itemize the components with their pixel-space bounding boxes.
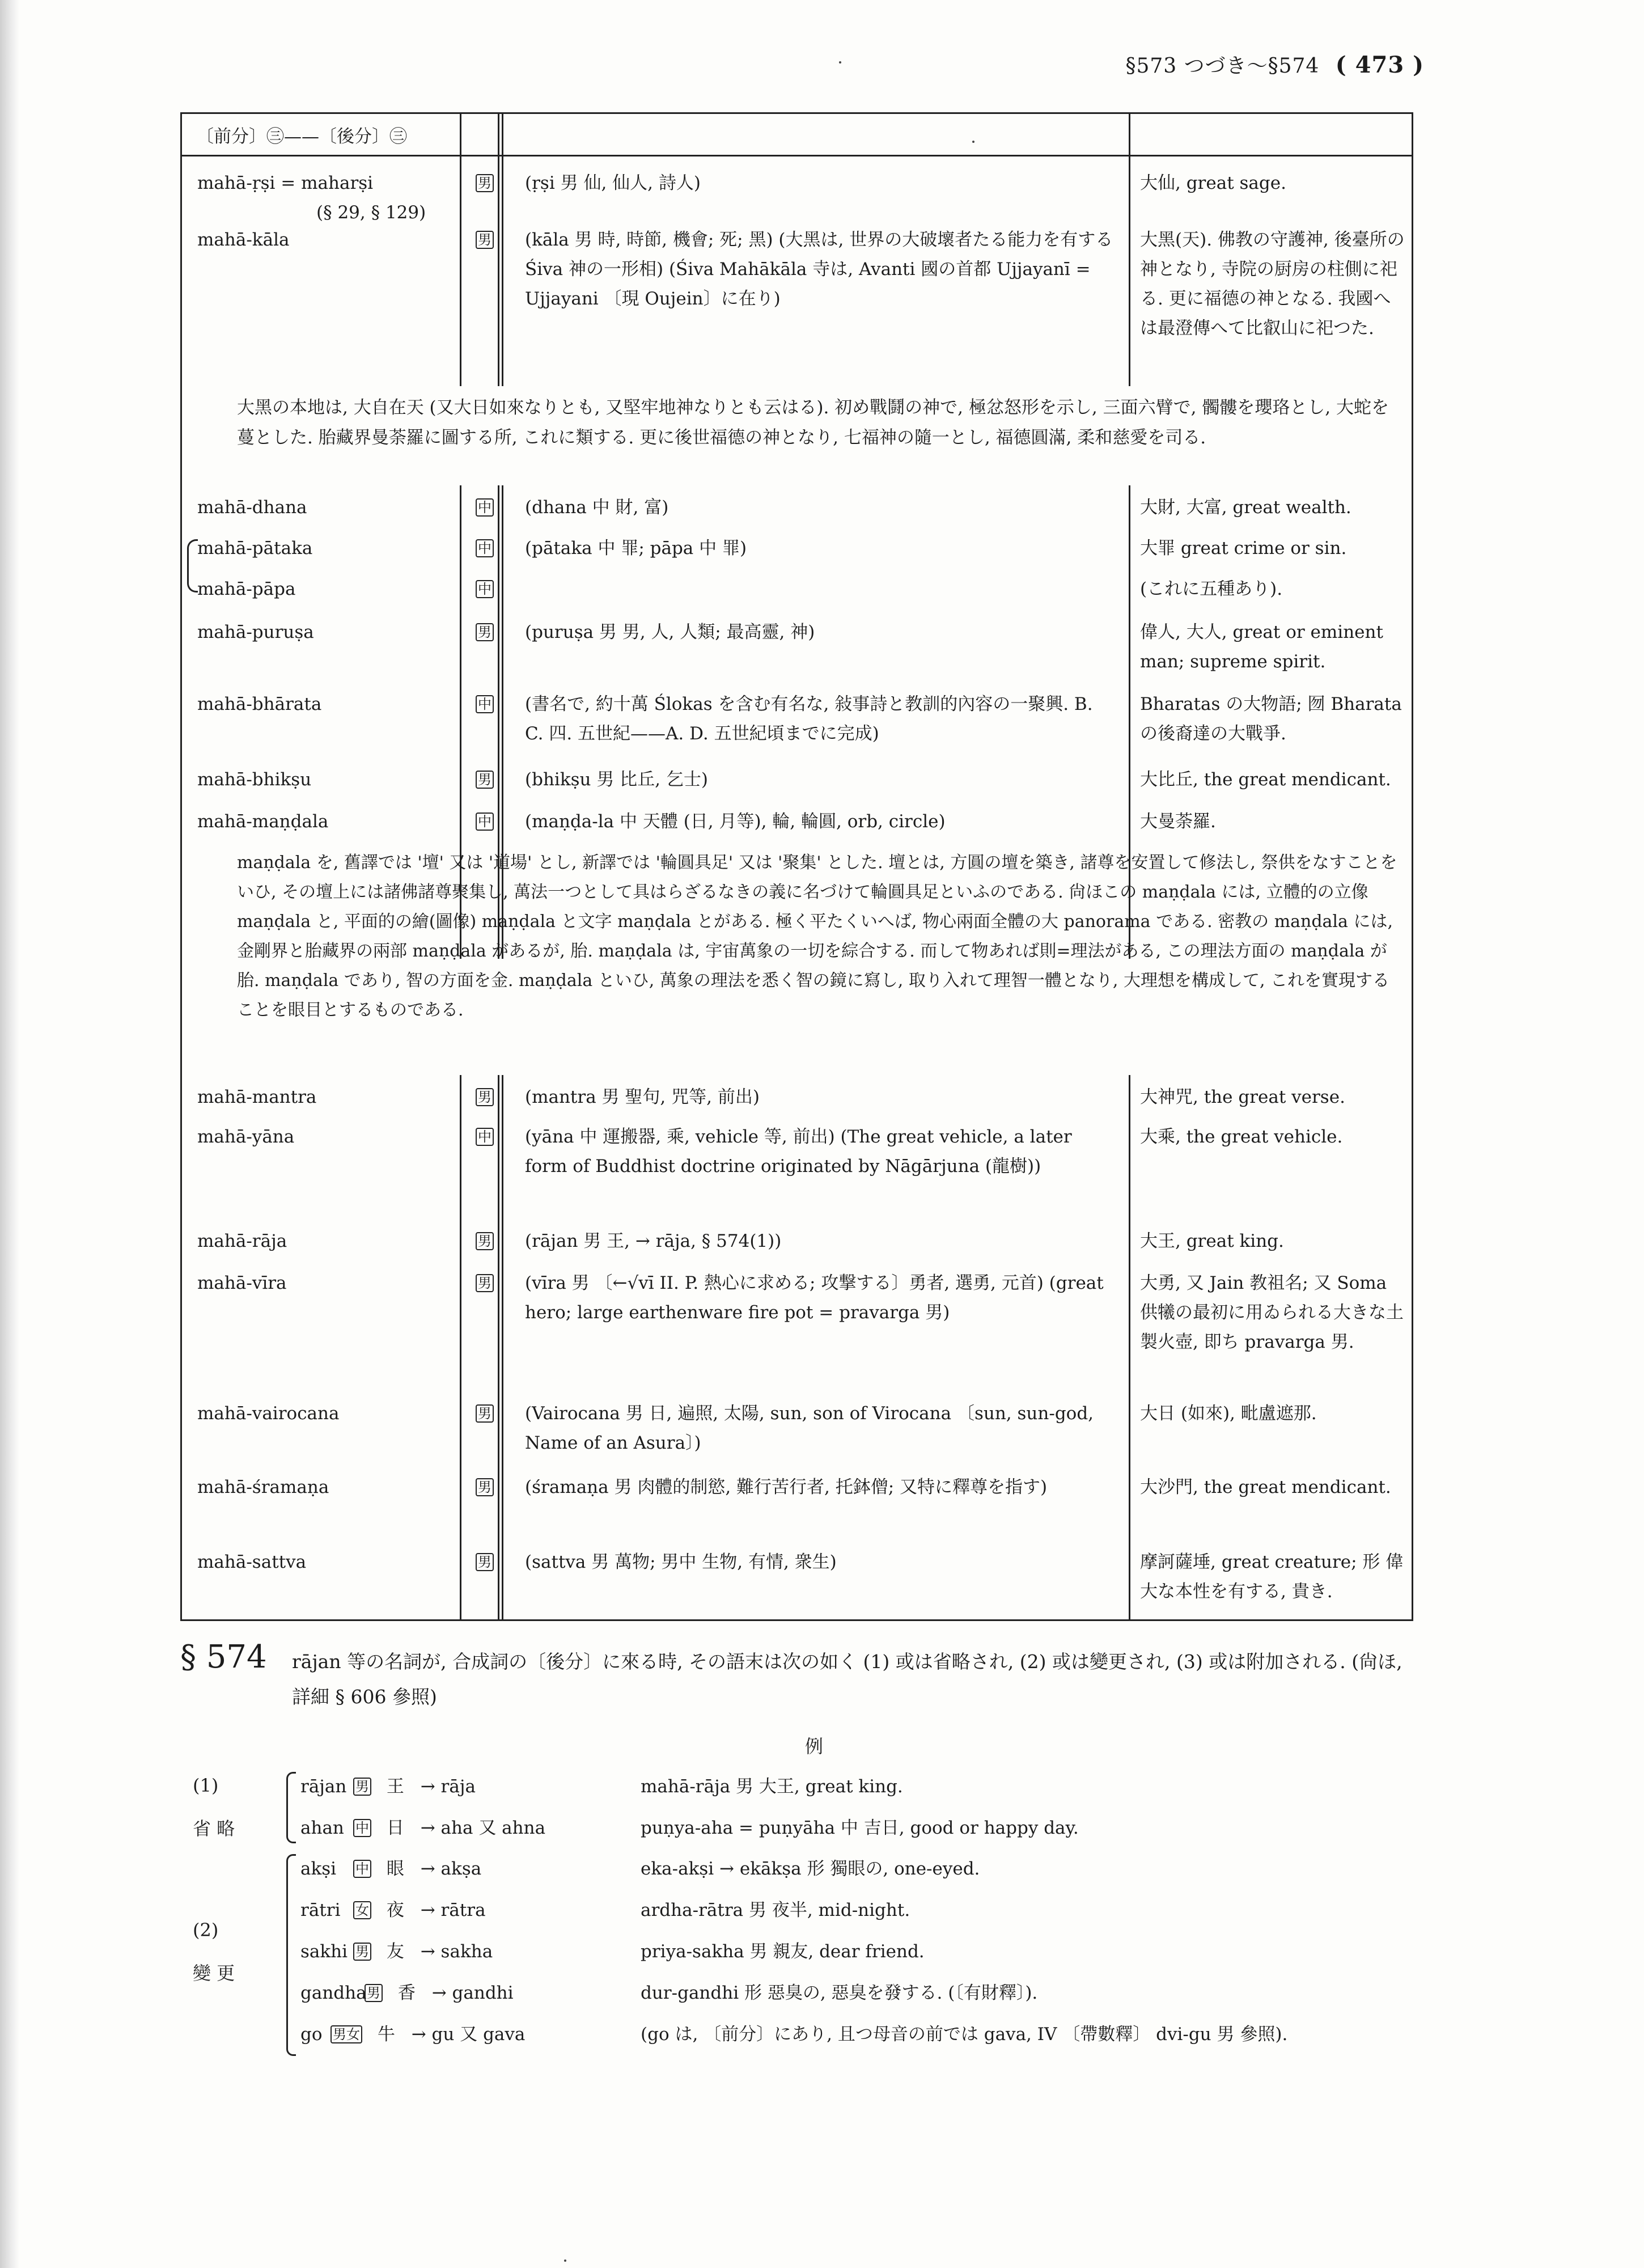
rule [460,1075,461,1619]
rule-row: sakhi 男 友 → sakha [300,1941,493,1962]
section-text: rājan 等の名詞が, 合成詞の〔後分〕に來る時, その語末は次の如く (1) 或は省略され, (2) 或は變更され, (3) 或は附加される. (尙ほ, 詳細 § 606 參照) [292,1651,1403,1708]
rule [180,114,182,485]
rule [498,1075,499,1619]
entry-meaning: 大黑(天). 佛教の守護神, 後臺所の神となり, 寺院の厨房の柱側に祀る. 更に福德の神となる. 我國へは最澄傳へて比叡山に祀つた. [1140,230,1405,338]
group-bracket [286,1854,296,2056]
entry-term: mahā-mantra [197,1087,317,1107]
entry-term: mahā-ṛṣi = maharṣi (§ 29, § 129) [197,173,426,223]
entry-meaning: 大曼荼羅. [1140,811,1216,832]
example-row: dur-gandhi 形 惡臭の, 惡臭を發する. (〔有財釋〕). [641,1983,1038,2003]
entry-etymology: (bhikṣu 男 比丘, 乞士) [525,769,708,790]
entry-term: mahā-pātaka [197,538,313,558]
rule-row: akṣi 中 眼 → akṣa [300,1859,482,1879]
gender-mark: 男 [476,1404,494,1423]
entry-term: mahā-sattva [197,1552,307,1572]
gender-mark: 男 [476,174,494,192]
entry-meaning: 大乘, the great vehicle. [1140,1127,1343,1147]
example-row: eka-akṣi → ekākṣa 形 獨眼の, one-eyed. [641,1859,980,1879]
entry-term: mahā-śramaṇa [197,1477,329,1497]
entry-meaning: 大王, great king. [1140,1231,1284,1251]
gender-mark: 中 [476,695,494,713]
gender-mark: 男 [476,1478,494,1496]
gender-mark: 男 [476,1232,494,1250]
entry-meaning: 大神咒, the great verse. [1140,1087,1345,1107]
entry-etymology: (puruṣa 男 男, 人, 人類; 最高靈, 神) [525,622,815,642]
entry-meaning: 大比丘, the great mendicant. [1140,769,1391,790]
entry-meaning: 大沙門, the great mendicant. [1140,1477,1391,1497]
brace [187,539,198,593]
gender-mark: 中 [476,813,494,831]
rule [498,114,499,386]
example-row: puṇya-aha = puṇyāha 中 吉日, good or happy day. [641,1818,1079,1838]
gender-mark: 中 [476,498,494,517]
entry-term: mahā-kāla [197,230,290,250]
example-row: priya-sakha 男 親友, dear friend. [641,1941,925,1962]
header-rule [180,155,1412,156]
entry-meaning: 大仙, great sage. [1140,173,1286,193]
rule [1129,114,1130,386]
gender-mark: 中 [476,580,494,598]
entry-etymology: (vīra 男 〔←√vī II. P. 熱心に求める; 攻撃する〕勇者, 選勇, 元首) (great hero; large earthenware fire pot = pravarga 男) [525,1273,1104,1323]
group-number: (1) [193,1775,219,1796]
section-number: § 574 [180,1639,267,1675]
gender-mark: 男 [476,1553,494,1571]
rule-row: gandha男 香 → gandhi [300,1983,514,2003]
rule [1129,1075,1130,1619]
page-header [1125,50,1424,79]
group-bracket [286,1772,296,1843]
speck [839,61,841,64]
note-mahakala: 大黑の本地は, 大自在天 (又大日如來なりとも, 又堅牢地神なりとも云はる). 初め戰鬪の神で, 極忿怒形を示し, 三面六臂で, 髑髏を瓔珞とし, 大蛇を蔓とした. 胎藏界曼荼羅に圖する所, これに類する. 更に後世福德の神となり, 七福神の隨一とし, 福德圓滿, 柔和慈愛を司る. [237,397,1389,448]
entry-etymology: (ṛṣi 男 仙, 仙人, 詩人) [525,173,701,193]
entry-term: mahā-bhikṣu [197,769,312,790]
entry-meaning: 偉人, 大人, great or eminent man; supreme spirit. [1140,622,1383,672]
entry-etymology: (sattva 男 萬物; 男中 生物, 有情, 衆生) [525,1552,837,1572]
entry-etymology: (maṇḍa-la 中 天體 (日, 月等), 輪, 輪圓, orb, circle) [525,811,946,832]
table-header-label: 〔前分〕㊂——〔後分〕㊂ [196,126,407,147]
scan-edge [0,0,19,2268]
entry-etymology: (śramaṇa 男 肉體的制慾, 難行苦行者, 托鉢僧; 又特に釋尊を指す) [525,1477,1048,1497]
speck [972,141,974,143]
entry-etymology: (pātaka 中 罪; pāpa 中 罪) [525,538,747,558]
rule [502,114,503,386]
dictionary-table [180,112,1413,1621]
gender-mark: 男 [476,771,494,789]
page-number: ( 473 ) [1335,52,1424,78]
rule [502,1075,503,1619]
rule-row: ahan 中 日 → aha 又 ahna [300,1818,546,1838]
entry-etymology: (mantra 男 聖句, 咒等, 前出) [525,1087,760,1107]
entry-term: mahā-bhārata [197,694,322,714]
entry-etymology: (書名で, 約十萬 Ślokas を含む有名な, 敍事詩と教訓的內容の一聚興. B. C. 四. 五世紀——A. D. 五世紀頃までに完成) [525,694,1093,744]
example-row: (go は, 〔前分〕にあり, 且つ母音の前では gava, IV 〔帶數釋〕 dvi-gu 男 參照). [641,2024,1288,2045]
entry-etymology: (Vairocana 男 日, 遍照, 太陽, sun, son of Virocana 〔sun, sun-god, Name of an Asura〕) [525,1403,1094,1453]
entry-meaning: 大罪 great crime or sin. [1140,538,1347,558]
entry-term: mahā-vairocana [197,1403,340,1424]
entry-term: mahā-yāna [197,1127,295,1147]
note-mandala: maṇḍala を, 舊譯では '壇' 又は '道場' とし, 新譯では '輪圓具足' 又は '聚集' とした. 壇とは, 方圓の壇を築き, 諸尊を安置して修法し, 祭供をなすことをいひ, その壇上には諸佛諸尊聚集し, 萬法一つとして具はらざるなきの義に名づけて輪圓具足といふのである. 尙ほこの maṇḍala には, 立體的の立像 maṇḍala と, 平面的の繪(圖像) maṇḍala と文字 maṇḍala とがある. 極く平たくいへば, 物心兩面全體の大 panorama である. 密教の maṇḍala には, 金剛界と胎藏界の兩部 maṇḍala があるが, 胎. maṇḍala は, 宇宙萬象の一切を綜合する. 而して物あれば則=理法がある, この理法方面の maṇḍala が胎. maṇḍala であり, 智の方面を金. maṇḍala といひ, 萬象の理法を悉く智の鏡に寫し, 取り入れて理智一體となり, 大理想を構成して, これを實現することを眼目とするものである. [237,853,1397,1020]
rule-row: rājan 男 王 → rāja [300,1776,476,1797]
gender-mark: 男 [476,1088,494,1106]
group-label: 省 略 [193,1818,235,1839]
example-heading: 例 [805,1736,824,1757]
gender-mark: 中 [476,539,494,557]
entry-meaning: 摩訶薩埵, great creature; 形 偉大な本性を有する, 貴き. [1140,1552,1404,1602]
entry-meaning: 大日 (如來), 毗盧遮那. [1140,1403,1317,1424]
entry-meaning: Bharatas の大物語; 囫 Bharata の後裔達の大戰爭. [1140,694,1402,744]
entry-meaning: (これに五種あり). [1140,579,1283,599]
header-title: §573 つづき〜§574 [1125,54,1320,78]
gender-mark: 中 [476,1128,494,1146]
gender-mark: 男 [476,1274,494,1292]
entry-etymology: (kāla 男 時, 時節, 機會; 死; 黑) (大黑は, 世界の大破壞者たる能力を有する Śiva 神の一形相) (Śiva Mahākāla 寺は, Avanti 國の首都 Ujjayanī = Ujjayani 〔現 Oujein〕に在り) [525,230,1113,309]
group-label: 變 更 [193,1962,235,1984]
entry-term: mahā-pāpa [197,579,296,599]
entry-etymology: (rājan 男 王, → rāja, § 574(1)) [525,1231,782,1251]
entry-term: mahā-puruṣa [197,622,314,642]
entry-term: mahā-maṇḍala [197,811,329,832]
rule-row: rātri 女 夜 → rātra [300,1900,486,1920]
entry-meaning: 大勇, 又 Jain 教祖名; 又 Soma 供犧の最初に用ゐられる大きな土製火壺, 即ち pravarga 男. [1140,1273,1404,1352]
example-row: mahā-rāja 男 大王, great king. [641,1776,903,1797]
entry-term: mahā-rāja [197,1231,287,1251]
rule [180,485,182,1619]
entry-term: mahā-dhana [197,497,307,518]
gender-mark: 男 [476,623,494,641]
gender-mark: 男 [476,231,494,249]
example-row: ardha-rātra 男 夜半, mid-night. [641,1900,910,1920]
group-number: (2) [193,1919,219,1941]
rule-row: go 男女 牛 → gu 又 gava [300,2024,526,2045]
entry-meaning: 大財, 大富, great wealth. [1140,497,1351,518]
entry-etymology: (dhana 中 財, 富) [525,497,669,518]
entry-etymology: (yāna 中 運搬器, 乘, vehicle 等, 前出) (The great vehicle, a later form of Buddhist doctrine originated by Nāgārjuna (龍樹)) [525,1127,1072,1177]
speck [564,2259,566,2262]
rule [460,114,461,386]
entry-term: mahā-vīra [197,1273,287,1293]
